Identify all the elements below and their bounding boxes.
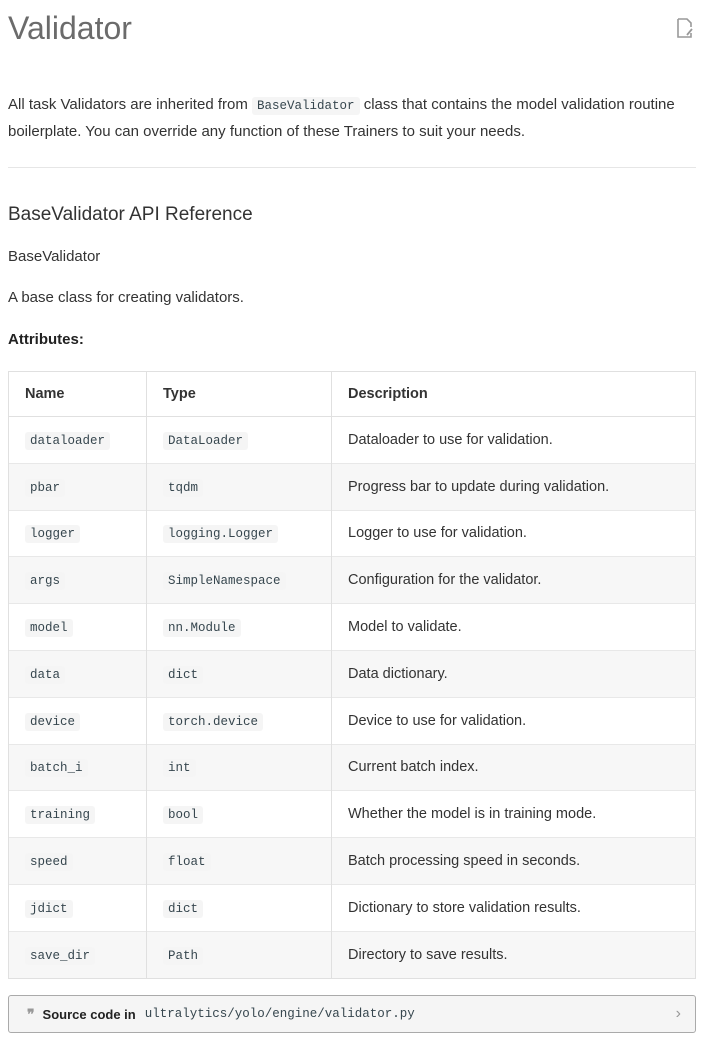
attr-description-cell: Configuration for the validator.	[332, 557, 696, 604]
header-type: Type	[147, 372, 332, 417]
attr-description-cell: Batch processing speed in seconds.	[332, 838, 696, 885]
attr-type-cell	[147, 791, 332, 838]
table-row	[9, 697, 696, 744]
attr-name-cell	[9, 463, 147, 510]
attr-type-cell	[147, 697, 332, 744]
attr-type-cell	[147, 650, 332, 697]
attr-type: torch.device	[163, 713, 263, 731]
table-row	[9, 417, 696, 464]
attr-type-cell	[147, 838, 332, 885]
table-row	[9, 838, 696, 885]
attr-type: SimpleNamespace	[163, 572, 286, 590]
table-row	[9, 650, 696, 697]
attr-name: speed	[25, 853, 73, 871]
attr-name: data	[25, 666, 65, 684]
source-code-toggle[interactable]	[8, 995, 696, 1033]
attr-name: model	[25, 619, 73, 637]
attr-name-cell	[9, 884, 147, 931]
table-row	[9, 931, 696, 978]
attr-name: dataloader	[25, 432, 110, 450]
attr-type-cell	[147, 884, 332, 931]
attr-type: logging.Logger	[163, 525, 278, 543]
attr-type: int	[163, 759, 196, 777]
attr-description-cell: Whether the model is in training mode.	[332, 791, 696, 838]
table-row	[9, 884, 696, 931]
attr-type: bool	[163, 806, 203, 824]
attr-description-cell: Directory to save results.	[332, 931, 696, 978]
header-name: Name	[9, 372, 147, 417]
table-row	[9, 604, 696, 651]
attr-name-cell	[9, 417, 147, 464]
attr-description-cell: Dataloader to use for validation.	[332, 417, 696, 464]
attr-name-cell	[9, 838, 147, 885]
attr-type-cell	[147, 557, 332, 604]
source-label: Source code in	[42, 1006, 136, 1022]
attr-name: save_dir	[25, 947, 95, 965]
attr-name-cell	[9, 931, 147, 978]
attr-name: args	[25, 572, 65, 590]
attr-type: dict	[163, 900, 203, 918]
attr-name-cell	[9, 510, 147, 557]
attr-name: device	[25, 713, 80, 731]
inline-code: BaseValidator	[252, 97, 360, 115]
table-row	[9, 791, 696, 838]
attr-type-cell	[147, 931, 332, 978]
attr-name: jdict	[25, 900, 73, 918]
attr-name-cell	[9, 697, 147, 744]
attr-type-cell	[147, 463, 332, 510]
class-name: BaseValidator	[8, 248, 101, 265]
attr-type-cell	[147, 744, 332, 791]
attr-name: training	[25, 806, 95, 824]
source-path: ultralytics/yolo/engine/validator.py	[140, 1005, 420, 1023]
divider	[8, 167, 696, 168]
class-description: A base class for creating validators.	[8, 289, 244, 306]
attr-type-cell	[147, 417, 332, 464]
header-description: Description	[332, 372, 696, 417]
attr-description-cell: Progress bar to update during validation.	[332, 463, 696, 510]
attr-type: DataLoader	[163, 432, 248, 450]
chevron-right-icon: ›	[675, 1005, 681, 1022]
attr-type: nn.Module	[163, 619, 241, 637]
section-heading: BaseValidator API Reference	[8, 204, 253, 225]
attr-name: logger	[25, 525, 80, 543]
quote-icon: ❞	[27, 1005, 35, 1022]
attr-name-cell	[9, 791, 147, 838]
attr-type: tqdm	[163, 479, 203, 497]
page-title: Validator	[8, 10, 132, 46]
attr-description-cell: Model to validate.	[332, 604, 696, 651]
table-row	[9, 744, 696, 791]
attr-name: batch_i	[25, 759, 88, 777]
attr-name: pbar	[25, 479, 65, 497]
table-row	[9, 510, 696, 557]
attr-name-cell	[9, 744, 147, 791]
attr-name-cell	[9, 557, 147, 604]
attr-description-cell: Logger to use for validation.	[332, 510, 696, 557]
edit-page-icon[interactable]	[676, 18, 694, 38]
attr-type: Path	[163, 947, 203, 965]
attributes-table	[8, 371, 696, 979]
attr-description-cell: Dictionary to store validation results.	[332, 884, 696, 931]
attributes-label: Attributes:	[8, 331, 84, 348]
attr-type-cell	[147, 510, 332, 557]
table-row	[9, 557, 696, 604]
intro-paragraph: All task Validators are inherited from BaseValidator class that contains the model validation routine boilerplate. You can override any function of these Trainers to suit your needs.	[8, 96, 675, 140]
attr-type: float	[163, 853, 211, 871]
attr-description-cell: Device to use for validation.	[332, 697, 696, 744]
attr-description-cell: Data dictionary.	[332, 650, 696, 697]
attr-type: dict	[163, 666, 203, 684]
attr-type-cell	[147, 604, 332, 651]
table-row	[9, 463, 696, 510]
attr-name-cell	[9, 650, 147, 697]
attr-name-cell	[9, 604, 147, 651]
attr-description-cell: Current batch index.	[332, 744, 696, 791]
